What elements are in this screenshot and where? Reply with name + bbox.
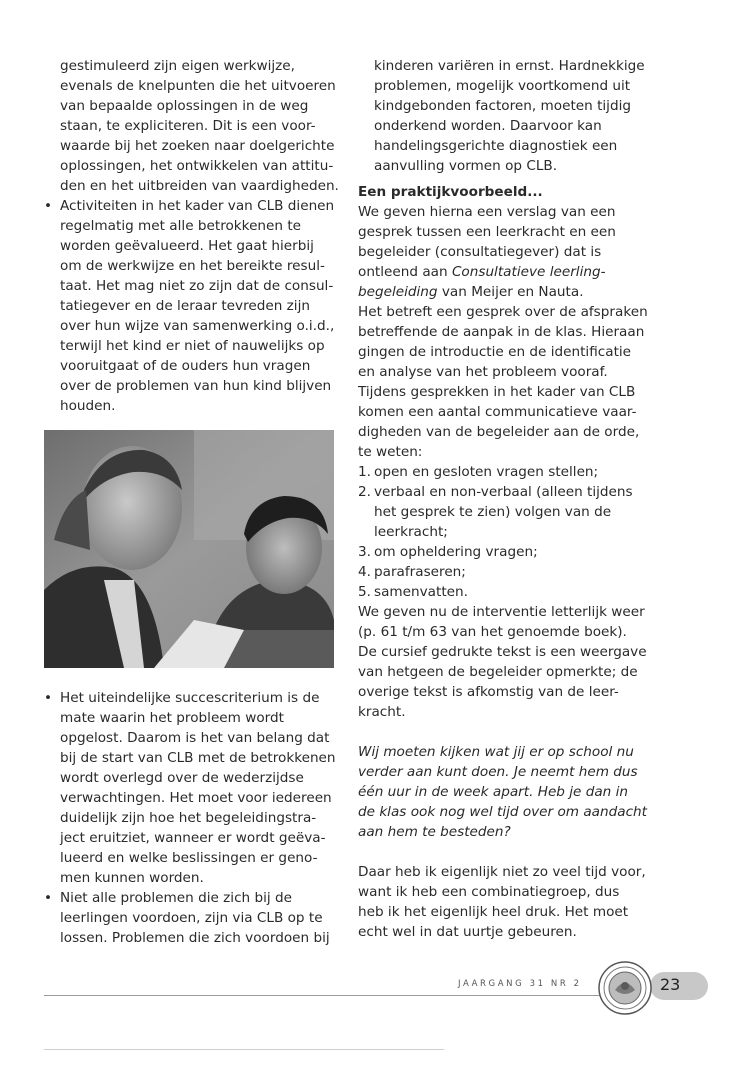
text-line: verbaal en non-verbaal (alleen tijdens (374, 484, 633, 500)
text-line: Het betreft een gesprek over de afspraken (358, 304, 648, 320)
text-line: kracht. (358, 704, 406, 720)
text-line: om opheldering vragen; (374, 544, 538, 560)
text-line: één uur in de week apart. Heb je dan in (358, 784, 629, 800)
text-line (358, 282, 658, 302)
text-line: • Activiteiten in het kader van CLB dienen (60, 198, 335, 214)
text-line: staan, te expliciteren. Dit is een voor- (60, 118, 316, 134)
skills-list-item (358, 462, 658, 482)
text-line: opgelost. Daarom is het van belang dat (60, 730, 330, 746)
text-line: duidelijk zijn hoe het begeleidingstra- (60, 810, 317, 826)
text-line: te weten: (358, 444, 423, 460)
text-line: over de problemen van hun kind blijven (60, 378, 332, 394)
bullet-item-evaluation (44, 196, 344, 416)
text-line: het gesprek te zien) volgen van de (374, 504, 612, 520)
skills-list-item (358, 562, 658, 582)
text-line: gingen de introductie en de identificatie (358, 344, 632, 360)
text-line: want ik heb een combinatiegroep, dus (358, 884, 620, 900)
bullet-list (44, 196, 344, 416)
skills-list-item (358, 582, 658, 602)
text-line: den en het uitbreiden van vaardigheden. (60, 178, 339, 194)
text-line: problemen, mogelijk voortkomend uit (374, 78, 631, 94)
text-line: digheden van de begeleider aan de orde, (358, 424, 640, 440)
item-number: 4. (358, 564, 371, 580)
text-line: terwijl het kind er niet of nauwelijks op (60, 338, 325, 354)
text-line: lossen. Problemen die zich voordoen bij (60, 930, 330, 946)
text-line: samenvatten. (374, 584, 468, 600)
text-line: de klas ook nog wel tijd over om aandacht (358, 804, 647, 820)
text-line: taat. Het mag niet zo zijn dat de consul- (60, 278, 334, 294)
text-line: • Niet alle problemen die zich bij de (60, 890, 292, 906)
text-line: We geven hierna een verslag van een (358, 204, 616, 220)
text-line: Wij moeten kijken wat jij er op school nu (358, 744, 634, 760)
text-line: van bepaalde oplossingen in de weg (60, 98, 309, 114)
bullet-item-success-criterion (44, 688, 344, 888)
text-line: men kunnen worden. (60, 870, 204, 886)
bullet-list (44, 688, 344, 948)
spacer (358, 722, 658, 742)
text-line: om de werkwijze en het bereikte resul- (60, 258, 325, 274)
bullet-4-continuation (358, 56, 658, 176)
text-line: • Het uiteindelijke succescriterium is de (60, 690, 320, 706)
text-line: verder aan kunt doen. Je neemt hem dus (358, 764, 638, 780)
text-line: wordt overlegd over de wederzijdse (60, 770, 304, 786)
counselor-quote (358, 742, 658, 842)
text-line: oplossingen, het ontwikkelen van attitu- (60, 158, 334, 174)
skills-list (358, 462, 658, 602)
text-line: (p. 61 t/m 63 van het genoemde boek). (358, 624, 627, 640)
seal-logo-icon (597, 960, 653, 1016)
bullet-1-continuation (44, 56, 344, 196)
skills-list-item (358, 542, 658, 562)
left-column-top (44, 56, 344, 416)
text-line: mate waarin het probleem wordt (60, 710, 284, 726)
text-line: gestimuleerd zijn eigen werkwijze, (60, 58, 295, 74)
intro-paragraph (358, 202, 658, 302)
text-line: worden geëvalueerd. Het gaat hierbij (60, 238, 314, 254)
text-line: vooruitgaat of de ouders hun vragen (60, 358, 311, 374)
text-line: tatiegever en de leraar tevreden zijn (60, 298, 310, 314)
text-line: waarde bij het zoeken naar doelgerichte (60, 138, 335, 154)
text-line: evenals de knelpunten die het uitvoeren (60, 78, 336, 94)
text-line: komen een aantal communicatieve vaar- (358, 404, 637, 420)
text-line: kindgebonden factoren, moeten tijdig (374, 98, 631, 114)
skills-list-item (358, 482, 658, 542)
item-number: 5. (358, 584, 371, 600)
text-line: van hetgeen de begeleider opmerkte; de (358, 664, 638, 680)
text-line: begeleider (consultatiegever) dat is (358, 244, 602, 260)
text-line: echt wel in dat uurtje gebeuren. (358, 924, 577, 940)
text-run: van Meijer en Nauta. (437, 284, 584, 300)
text-line: gesprek tussen een leerkracht en een (358, 224, 616, 240)
teacher-reply (358, 862, 658, 942)
text-line: leerlingen voordoen, zijn via CLB op te (60, 910, 323, 926)
method-paragraph (358, 602, 658, 722)
text-line: kinderen variëren in ernst. Hardnekkige (374, 58, 645, 74)
item-number: 3. (358, 544, 371, 560)
text-line: lueerd en welke beslissingen er geno- (60, 850, 318, 866)
text-line: en analyse van het probleem vooraf. (358, 364, 608, 380)
text-line: over hun wijze van samenwerking o.i.d., (60, 318, 335, 334)
page-number: 23 (660, 975, 681, 994)
text-line: aanvulling vormen op CLB. (374, 158, 558, 174)
text-line: parafraseren; (374, 564, 466, 580)
scan-edge-line (44, 1049, 444, 1050)
section-heading: Een praktijkvoorbeeld... (358, 184, 543, 200)
bullet-item-not-all-problems (44, 888, 344, 948)
journal-issue-label: JAARGANG 31 NR 2 (458, 979, 582, 989)
left-column-bottom (44, 688, 344, 948)
text-line: ject eruitziet, wanneer er wordt geëva- (60, 830, 326, 846)
book-title: Consultatieve leerling- (451, 264, 606, 280)
context-paragraph (358, 302, 658, 462)
text-line: Daar heb ik eigenlijk niet zo veel tijd voor, (358, 864, 646, 880)
text-line: bij de start van CLB met de betrokkenen (60, 750, 336, 766)
item-number: 2. (358, 484, 371, 500)
spacer (358, 842, 658, 862)
text-line: handelingsgerichte diagnostiek een (374, 138, 618, 154)
text-line (358, 262, 658, 282)
text-line: De cursief gedrukte tekst is een weergave (358, 644, 647, 660)
right-column (358, 56, 658, 942)
item-number: 1. (358, 464, 371, 480)
text-line: We geven nu de interventie letterlijk weer (358, 604, 645, 620)
text-line: regelmatig met alle betrokkenen te (60, 218, 302, 234)
text-line: heb ik het eigenlijk heel druk. Het moet (358, 904, 629, 920)
text-line: verwachtingen. Het moet voor iedereen (60, 790, 332, 806)
text-line: overige tekst is afkomstig van de leer- (358, 684, 619, 700)
text-run: ontleend aan (358, 264, 452, 280)
text-line: open en gesloten vragen stellen; (374, 464, 599, 480)
text-line: onderkend worden. Daarvoor kan (374, 118, 602, 134)
text-line: aan hem te besteden? (358, 824, 511, 840)
book-title: begeleiding (358, 284, 438, 300)
text-line: Tijdens gesprekken in het kader van CLB (358, 384, 636, 400)
text-line: betreffende de aanpak in de klas. Hieraan (358, 324, 645, 340)
text-line: houden. (60, 398, 116, 414)
photo-two-men (44, 430, 334, 668)
text-line: leerkracht; (374, 524, 448, 540)
footer-rule (44, 995, 604, 996)
